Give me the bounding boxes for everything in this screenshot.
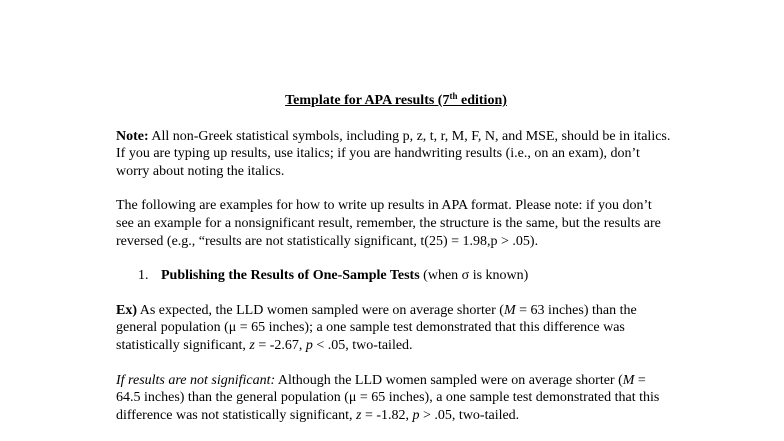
- nonsignificant-paragraph: [116, 372, 672, 425]
- nonsig-text-3: = -1.82,: [361, 407, 413, 423]
- note-label: Note:: [116, 128, 149, 144]
- intro-paragraph: [116, 197, 672, 250]
- nonsig-text-4: > .05, two-tailed.: [419, 407, 520, 423]
- nonsig-z-symbol: z: [356, 407, 362, 423]
- example-p-symbol: p: [305, 337, 313, 353]
- section-heading-tail: (when σ is known): [419, 268, 529, 284]
- intro-text: The following are examples for how to write up results in APA format. Please note: if you don’t see an example for a nonsignificant result, remember, the structure is the same, but the results are reversed (e.g., “results are not statistically significant, t(25) = 1.98,p > .05).: [116, 198, 661, 249]
- section-heading-text: Publishing the Results of One-Sample Tests: [161, 268, 420, 284]
- nonsig-m-symbol: M: [622, 372, 635, 388]
- example-text-1: As expected, the LLD women sampled were on average shorter (: [137, 302, 504, 318]
- example-text-3: = -2.67,: [254, 337, 306, 353]
- section-number: 1.: [138, 268, 149, 284]
- example-paragraph: [116, 302, 672, 355]
- nonsig-label: If results are not significant:: [116, 372, 276, 388]
- document-title: [116, 92, 672, 110]
- example-z-symbol: z: [249, 337, 255, 353]
- section-heading-one-sample: [116, 267, 672, 285]
- note-text: All non-Greek statistical symbols, including p, z, t, r, M, F, N, and MSE, should be in italics. If you are typing up results, use italics; if you are handwriting results (i.e., on an exam), don’t worry about noting the italics.: [116, 128, 671, 179]
- nonsig-text-2: = 64.5 inches) than the general population (μ = 65 inches), a one sample test demonstrated that this difference was not statistically significant,: [116, 372, 660, 423]
- example-text-4: < .05, two-tailed.: [312, 337, 413, 353]
- nonsig-p-symbol: p: [412, 407, 420, 423]
- note-paragraph: [116, 128, 672, 181]
- title-tail: edition): [457, 93, 507, 108]
- example-label: Ex): [116, 302, 137, 318]
- title-text: Template for APA results (7: [285, 93, 450, 108]
- nonsig-text-1: Although the LLD women sampled were on average shorter (: [275, 372, 623, 388]
- example-m-symbol: M: [503, 302, 516, 318]
- document-page: [116, 92, 672, 441]
- example-text-2: = 63 inches) than the general population (μ = 65 inches); a one sample test demonstrated that this difference was statistically significant,: [116, 302, 637, 353]
- title-superscript: th: [449, 91, 458, 101]
